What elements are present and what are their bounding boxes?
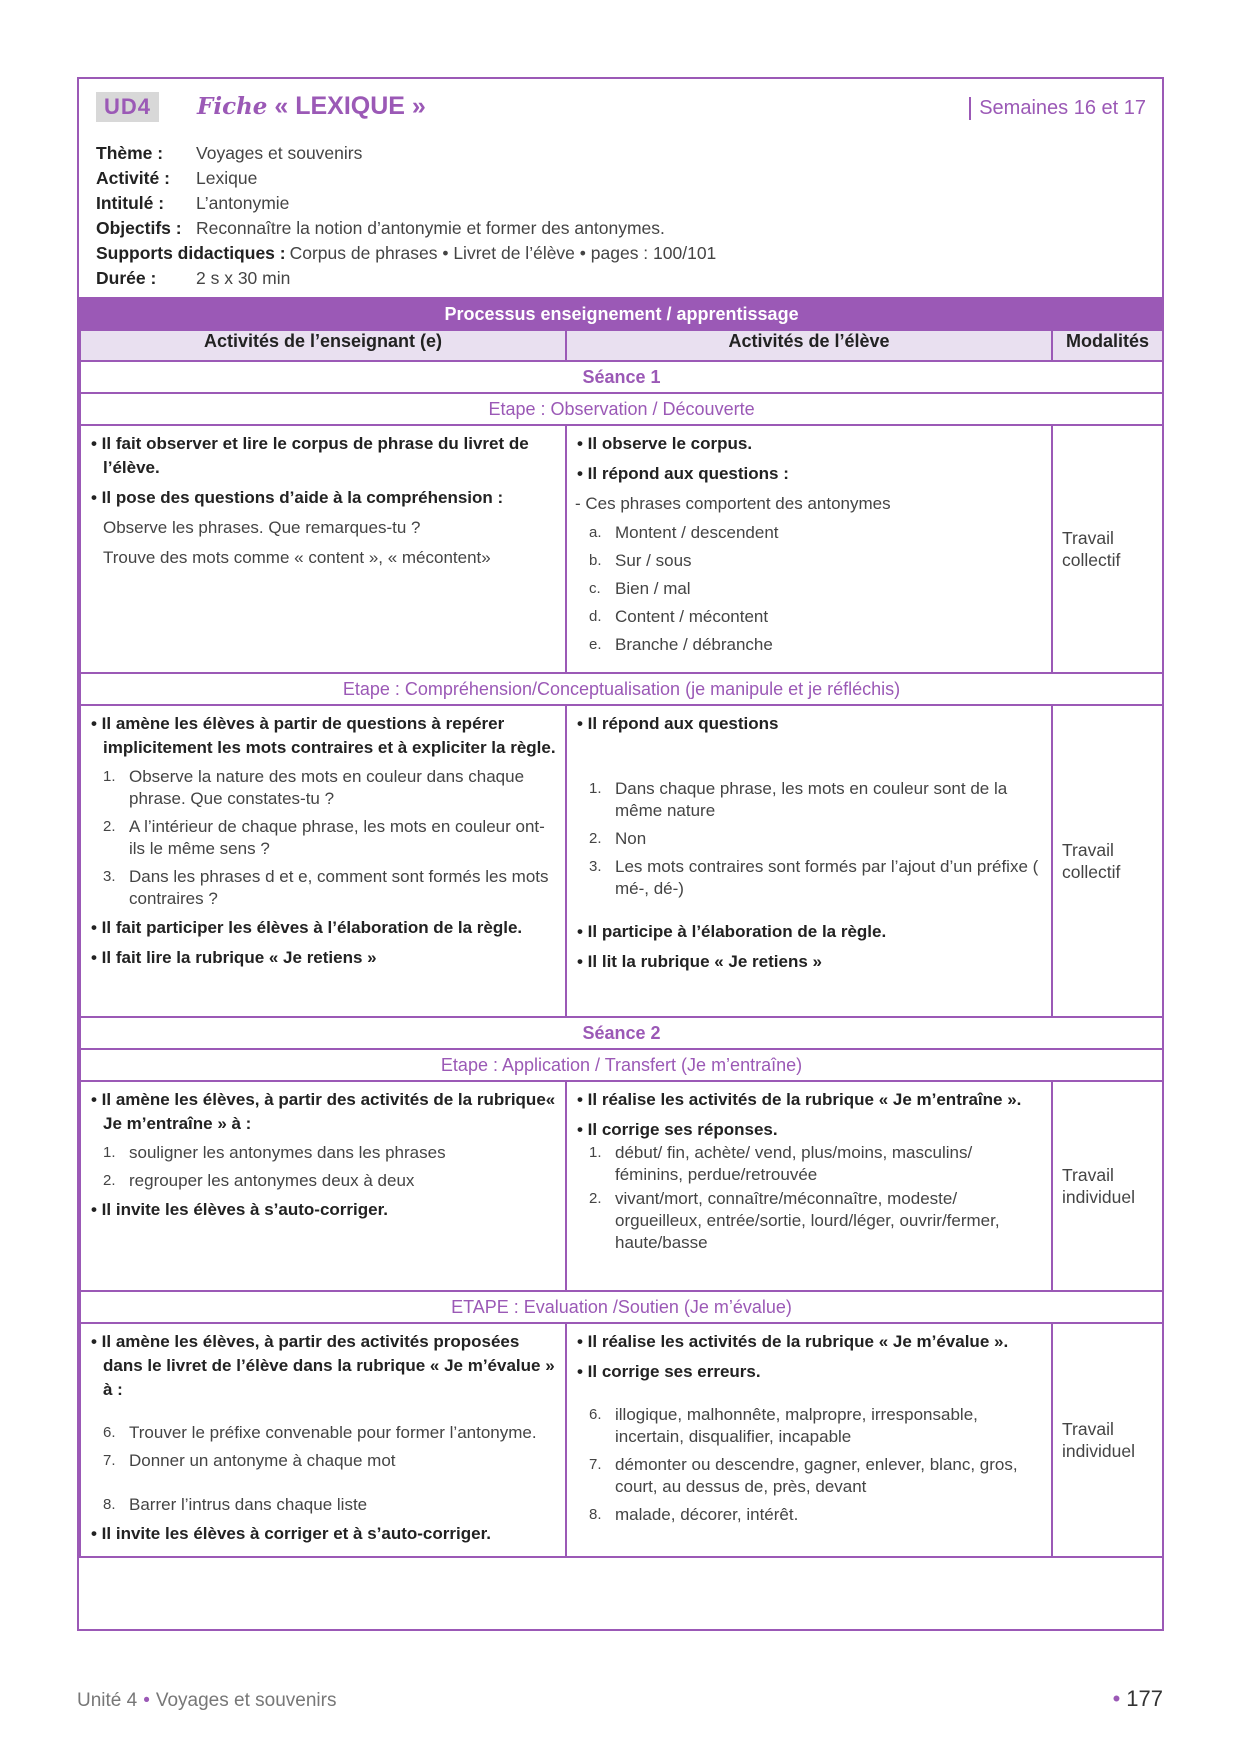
modality-line: collectif <box>1062 550 1121 570</box>
modality-line: collectif <box>1062 862 1121 882</box>
list-item <box>89 816 557 860</box>
etape-4-title: ETAPE : Evaluation /Soutien (Je m’évalue) <box>80 1291 1163 1323</box>
list-marker: b. <box>589 552 602 569</box>
seance-2-title: Séance 2 <box>80 1017 1163 1049</box>
meta-value: Reconnaître la notion d’antonymie et former des antonymes. <box>196 218 665 238</box>
list-text: démonter ou descendre, gagner, enlever, blanc, gros, court, au dessus de, près, devant <box>615 1455 1018 1496</box>
list-marker: 6. <box>103 1424 116 1441</box>
etape-3-title: Etape : Application / Transfert (Je m’entraîne) <box>80 1049 1163 1081</box>
list-marker: 1. <box>103 1144 116 1161</box>
etape-3-student <box>566 1081 1052 1291</box>
process-title: Processus enseignement / apprentissage <box>80 298 1163 330</box>
list-item <box>89 866 557 910</box>
list-marker: c. <box>589 580 601 597</box>
list-text: Sur / sous <box>615 551 692 570</box>
student-bullet: • Il répond aux questions <box>577 714 779 733</box>
list-marker: 1. <box>103 768 116 785</box>
meta-info <box>96 141 716 291</box>
teacher-bullet: • Il fait participer les élèves à l’élaboration de la règle. <box>91 918 523 937</box>
student-bullet: • Il réalise les activités de la rubrique « Je m’entraîne ». <box>577 1090 1022 1109</box>
meta-value: Voyages et souvenirs <box>196 143 363 163</box>
list-marker: 8. <box>589 1506 602 1523</box>
list-item <box>575 550 1043 572</box>
page-title <box>197 92 426 121</box>
list-item <box>575 1404 1043 1448</box>
footer-unit <box>77 1690 336 1712</box>
teacher-question: Observe les phrases. Que remarques-tu ? <box>103 518 421 537</box>
list-marker: 1. <box>589 780 602 797</box>
etape-1-teacher <box>80 425 566 673</box>
list-marker: 2. <box>103 1172 116 1189</box>
list-text: souligner les antonymes dans les phrases <box>129 1143 446 1162</box>
etape-1-student <box>566 425 1052 673</box>
list-text: Content / mécontent <box>615 607 769 626</box>
teacher-bullet: • Il fait lire la rubrique « Je retiens » <box>91 948 377 967</box>
seance-1-title: Séance 1 <box>80 361 1163 393</box>
list-marker: e. <box>589 636 602 653</box>
etape-2-student <box>566 705 1052 1017</box>
modality-line: individuel <box>1062 1441 1135 1461</box>
list-marker: 8. <box>103 1496 116 1513</box>
meta-label: Objectifs : <box>96 218 182 238</box>
list-item <box>89 1170 557 1192</box>
etape-3-modality <box>1052 1081 1163 1291</box>
list-item <box>575 778 1043 822</box>
list-text: Branche / débranche <box>615 635 773 654</box>
process-table <box>79 297 1164 1558</box>
list-item <box>89 1494 557 1516</box>
list-marker: 2. <box>589 830 602 847</box>
weeks-label: Semaines 16 et 17 <box>969 97 1146 120</box>
meta-row-supports <box>96 241 716 266</box>
teacher-question: Trouve des mots comme « content », « mécontent» <box>103 548 491 567</box>
list-text: A l’intérieur de chaque phrase, les mots en couleur ont-ils le même sens ? <box>129 817 545 858</box>
modality-line: Travail <box>1062 840 1114 860</box>
student-bullet: • Il réalise les activités de la rubrique « Je m’évalue ». <box>577 1332 1009 1351</box>
list-text: Observe la nature des mots en couleur dans chaque phrase. Que constates-tu ? <box>129 767 525 808</box>
list-marker: 6. <box>589 1406 602 1423</box>
meta-label: Activité : <box>96 168 170 188</box>
title-prefix: Fiche <box>197 93 268 120</box>
list-text: Trouver le préfixe convenable pour former l’antonyme. <box>129 1423 537 1442</box>
lesson-sheet <box>77 77 1164 1631</box>
teacher-bullet: • Il invite les élèves à s’auto-corriger. <box>91 1200 388 1219</box>
modality-line: Travail <box>1062 1419 1114 1439</box>
list-item <box>89 1422 557 1444</box>
list-text: vivant/mort, connaître/méconnaître, modeste/ orgueilleux, entrée/sortie, lourd/léger, ouvrir/fermer, haute/basse <box>615 1189 1000 1252</box>
etape-4-teacher <box>80 1323 566 1557</box>
list-marker: 7. <box>589 1456 602 1473</box>
student-bullet: • Il corrige ses erreurs. <box>577 1362 761 1381</box>
list-item <box>575 828 1043 850</box>
list-item <box>89 1142 557 1164</box>
list-item <box>575 578 1043 600</box>
meta-row-theme <box>96 141 716 166</box>
meta-value: 2 s x 30 min <box>196 268 291 288</box>
list-item <box>575 1454 1043 1498</box>
teacher-bullet: • Il invite les élèves à corriger et à s’auto-corriger. <box>91 1524 491 1543</box>
list-item <box>575 1142 1043 1186</box>
meta-row-title <box>96 191 716 216</box>
list-text: Les mots contraires sont formés par l’ajout d’un préfixe ( mé-, dé-) <box>615 857 1039 898</box>
list-text: début/ fin, achète/ vend, plus/moins, masculins/ féminins, perdue/retrouvée <box>615 1143 973 1184</box>
list-item <box>89 766 557 810</box>
list-item <box>575 606 1043 628</box>
modality-line: Travail <box>1062 1165 1114 1185</box>
modality-line: Travail <box>1062 528 1114 548</box>
etape-1-modality <box>1052 425 1163 673</box>
modality-line: individuel <box>1062 1187 1135 1207</box>
col-header-modalities: Modalités <box>1052 330 1163 361</box>
student-bullet: • Il répond aux questions : <box>577 464 789 483</box>
teacher-bullet: • Il fait observer et lire le corpus de phrase du livret de l’élève. <box>91 434 529 477</box>
teacher-bullet: • Il amène les élèves à partir de questions à repérer implicitement les mots contraires et à expliciter la règle. <box>91 714 556 757</box>
bullet-icon: • <box>143 1690 150 1711</box>
list-item <box>575 856 1043 900</box>
etape-2-modality <box>1052 705 1163 1017</box>
list-text: Non <box>615 829 647 848</box>
etape-2-teacher <box>80 705 566 1017</box>
list-marker: 2. <box>103 818 116 835</box>
teacher-bullet: • Il amène les élèves, à partir des activités proposées dans le livret de l’élève dans la rubrique « Je m’évalue » à : <box>91 1332 555 1399</box>
list-item <box>89 1450 557 1472</box>
list-marker: 1. <box>589 1144 602 1161</box>
meta-label: Supports didactiques : <box>96 243 286 263</box>
sheet-header <box>79 79 1162 297</box>
meta-label: Thème : <box>96 143 164 163</box>
list-text: illogique, malhonnête, malpropre, irresponsable, incertain, disqualifier, incapable <box>615 1405 978 1446</box>
list-text: malade, décorer, intérêt. <box>615 1505 799 1524</box>
list-item <box>575 1504 1043 1526</box>
list-text: Dans chaque phrase, les mots en couleur sont de la même nature <box>615 779 1008 820</box>
list-marker: 3. <box>589 858 602 875</box>
list-item <box>575 1188 1043 1254</box>
meta-label: Intitulé : <box>96 193 165 213</box>
list-marker: a. <box>589 524 602 541</box>
meta-row-duration <box>96 266 716 291</box>
meta-value: Corpus de phrases • Livret de l’élève • pages : 100/101 <box>289 243 717 263</box>
student-bullet: • Il corrige ses réponses. <box>577 1120 778 1139</box>
list-marker: 3. <box>103 868 116 885</box>
list-text: Barrer l’intrus dans chaque liste <box>129 1495 368 1514</box>
etape-4-student <box>566 1323 1052 1557</box>
meta-value: L’antonymie <box>196 193 290 213</box>
bullet-icon: • <box>1112 1686 1121 1711</box>
meta-value: Lexique <box>196 168 258 188</box>
list-item <box>575 522 1043 544</box>
student-bullet: • Il observe le corpus. <box>577 434 753 453</box>
footer-theme: Voyages et souvenirs <box>155 1690 337 1711</box>
student-bullet: • Il lit la rubrique « Je retiens » <box>577 952 822 971</box>
meta-label: Durée : <box>96 268 157 288</box>
student-bullet: • Il participe à l’élaboration de la règle. <box>577 922 887 941</box>
meta-row-objectives <box>96 216 716 241</box>
etape-2-title: Etape : Compréhension/Conceptualisation (je manipule et je réfléchis) <box>80 673 1163 705</box>
page-number-value: 177 <box>1126 1686 1163 1711</box>
teacher-bullet: • Il amène les élèves, à partir des activités de la rubrique« Je m’entraîne » à : <box>91 1090 556 1133</box>
list-text: Montent / descendent <box>615 523 779 542</box>
list-text: regrouper les antonymes deux à deux <box>129 1171 415 1190</box>
list-text: Donner un antonyme à chaque mot <box>129 1451 396 1470</box>
page-number <box>1113 1686 1163 1712</box>
list-text: Bien / mal <box>615 579 691 598</box>
title-main: « LEXIQUE » <box>274 92 426 120</box>
student-answer: - Ces phrases comportent des antonymes <box>575 494 891 513</box>
etape-3-teacher <box>80 1081 566 1291</box>
col-header-teacher: Activités de l’enseignant (e) <box>80 330 566 361</box>
etape-4-modality <box>1052 1323 1163 1557</box>
meta-row-activity <box>96 166 716 191</box>
teacher-bullet: • Il pose des questions d’aide à la compréhension : <box>91 488 504 507</box>
list-marker: 2. <box>589 1190 602 1207</box>
list-item <box>575 634 1043 656</box>
list-marker: d. <box>589 608 602 625</box>
col-header-student: Activités de l’élève <box>566 330 1052 361</box>
footer-unit-label: Unité 4 <box>77 1690 138 1711</box>
unit-badge: UD4 <box>96 92 159 122</box>
list-text: Dans les phrases d et e, comment sont formés les mots contraires ? <box>129 867 549 908</box>
etape-1-title: Etape : Observation / Découverte <box>80 393 1163 425</box>
list-marker: 7. <box>103 1452 116 1469</box>
